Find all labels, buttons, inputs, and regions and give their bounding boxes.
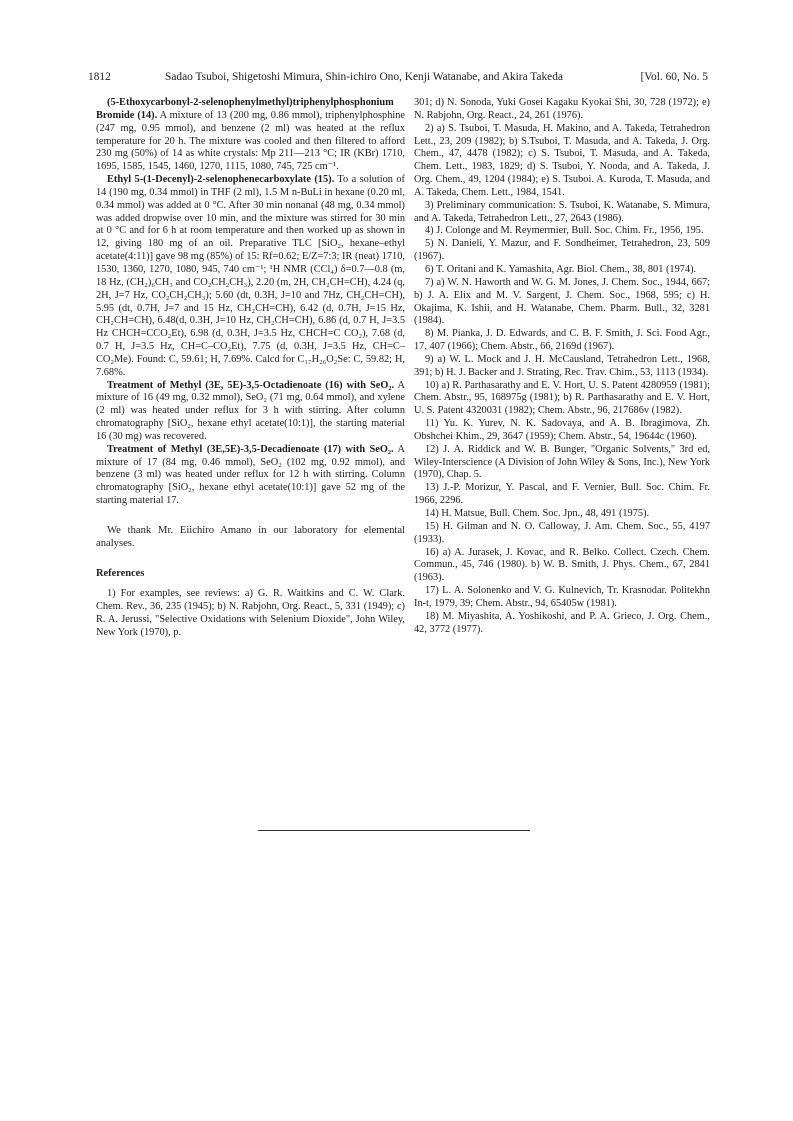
- left-column: [96, 97, 405, 640]
- procedure-14: [96, 97, 405, 174]
- procedure-14-title: (5-Ethoxycarbonyl-2-selenophenylmethyl)triphenylphosphonium Bromide (14).: [96, 97, 394, 121]
- reference-item: 3) Preliminary communication: S. Tsuboi, K. Watanabe, S. Mimura, and A. Takeda, Tetrahedron Lett., 27, 2643 (1986).: [414, 199, 710, 224]
- running-authors: Sadao Tsuboi, Shigetoshi Mimura, Shin-ichiro Ono, Kenji Watanabe, and Akira Takeda: [165, 71, 563, 83]
- reference-item: 7) a) W. N. Haworth and W. G. M. Jones, J. Chem. Soc., 1944, 667; b) J. A. Elix and M. V. Sargent, J. Chem. Soc., 1968, 595; c) H. Okajima, K. Ishii, and H. Watanabe, Chem. Pharm. Bull., 32, 3281 (1984).: [414, 276, 710, 327]
- procedure-16: [96, 380, 405, 444]
- page-number: 1812: [88, 71, 111, 83]
- procedure-16-body: A mixture of 16 (49 mg, 0.32 mmol), SeO₂ (71 mg, 0.64 mmol), and xylene (2 ml) was heated under reflux for 3 h with stirring. After column chromatography [SiO₂, hexane ethyl acetate(10:1)], the starting material 16 (30 mg) was recovered.: [96, 379, 406, 442]
- reference-item: 12) J. A. Riddick and W. B. Bunger, "Organic Solvents," 3rd ed, Wiley-Interscience (A Division of John Wiley & Sons, Inc.), New York (1970), Chap. 5.: [414, 443, 710, 481]
- procedure-14-body: A mixture of 13 (200 mg, 0.86 mmol), triphenylphosphine (247 mg, 0.95 mmol), and benzene (2 ml) was heated at the reflux temperature for 20 h. The mixture was cooled and then filtered to afford 230 mg (50%) of 14 as white crystals: Mp 211—213 °C; IR (KBr) 1710, 1695, 1585, 1545, 1460, 1270, 1115, 1080, 745, 725 cm⁻¹.: [96, 109, 406, 173]
- reference-item: 10) a) R. Parthasarathy and E. V. Hort, U. S. Patent 4280959 (1981); Chem. Abstr., 95, 168975g (1981); b) R. Parthasarathy and E. V. Hort, U. S. Patent 4320031 (1982); Chem. Abstr., 96, 217686v (1982).: [414, 379, 710, 417]
- reference-item: 4) J. Colonge and M. Reymermier, Bull. Soc. Chim. Fr., 1956, 195.: [425, 225, 704, 237]
- references-heading: References: [96, 568, 145, 580]
- procedure-15-body: To a solution of 14 (190 mg, 0.34 mmol) in THF (2 ml), 1.5 M n-BuLi in hexane (0.20 ml, 0.34 mmol) was added at 0 °C. After 30 min nonanal (48 mg, 0.34 mmol) was added dropwise over 10 min, and the mixture was stirred for 30 min at 0 °C and for 6 h at room temperature and then worked up as shown in 12, giving 180 mg of an oil. Preparative TLC [SiO₂, hexane–ethyl acetate(4:11)] gave 98 mg (85%) of 15: Rf=0.62; E/Z=7:3; IR (neat) 1710, 1530, 1360, 1270, 1080, 945, 740 cm⁻¹; ¹H NMR (CCl₄) δ=0.7—0.8 (m, 18 Hz, (CH₂)₆CH₃ and CO₂CH₂CH₃), 2.20 (m, 2H, CH₂CH=CH), 4.24 (q, 2H, J=7 Hz, CO₂CH₂CH₃); 5.60 (dt, 0.3H, J=10 and 7Hz, CH₂CH=CH), 5.95 (dt, 0.7H, J=7 and 15 Hz, CH₂CH=CH), 6.42 (d, 0.7H, J=15 Hz, CH₂CH=CH), 6.48(d, 0.3H, J=10 Hz, CH₂CH=CH), 6.86 (d, 0.7 H, J=3.5 Hz CHCH=CCO₂Et), 6.98 (d, 0.3H, J=3.5 Hz, CHCH=C CO₂), 7.68 (d, 0.7 H, J=3.5 Hz, CH=C–CO₂Et), 7.75 (d, 0.3H, J=3.5 Hz, CH=C–CO₂Me). Found: C, 59.61; H, 7.69%. Calcd for C₁₇H₂₆O₂Se: C, 59.82; H, 7.68%.: [96, 174, 405, 378]
- reference-item: 15) H. Gilman and N. O. Calloway, J. Am. Chem. Soc., 55, 4197 (1933).: [414, 520, 710, 545]
- reference-item: 2) a) S. Tsuboi, T. Masuda, H. Makino, and A. Takeda, Tetrahedron Lett., 23, 209 (1982); b) S.Tsuboi, T. Masuda, and A. Takeda, J. Org. Chem., 47, 4478 (1982); c) S. Tsuboi, T. Masuda, and A. Takeda, Chem. Lett., 1983, 1829; d) S. Tsuboi, Y. Nooda, and A. Takeda, J. Org. Chem., 49, 1204 (1984); e) S. Tsuboi. A. Kuroda, T. Masuda, and A. Takeda, Chem. Lett., 1984, 1541.: [414, 122, 710, 198]
- reference-item: 9) a) W. L. Mock and J. H. McCausland, Tetrahedron Lett., 1968, 391; b) H. J. Backer and J. Strating, Rec. Trav. Chim., 53, 1113 (1934).: [414, 353, 710, 378]
- reference-item: 11) Yu. K. Yurev, N. K. Sadovaya, and A. B. Ibragimova, Zh. Obshchei Khim., 29, 3647 (1959); Chem. Abstr., 54, 19644c (1960).: [414, 418, 710, 442]
- reference-item: 5) N. Danieli, Y. Mazur, and F. Sondheimer, Tetrahedron, 23, 509 (1967).: [414, 238, 710, 263]
- reference-item: 6) T. Oritani and K. Yamashita, Agr. Biol. Chem., 38, 801 (1974).: [425, 263, 697, 275]
- running-header: [88, 71, 708, 87]
- right-column: [414, 97, 710, 636]
- procedure-17-title: Treatment of Methyl (3E,5E)-3,5-Decadienoate (17) with SeO₂.: [107, 443, 394, 455]
- reference-item: 14) H. Matsue, Bull. Chem. Soc. Jpn., 48, 491 (1975).: [425, 508, 650, 519]
- volume-issue: [Vol. 60, No. 5: [640, 71, 708, 83]
- reference-item: 1) For examples, see reviews: a) G. R. Waitkins and C. W. Clark. Chem. Rev., 36, 235 (1945); b) N. Rabjohn, Org. React., 5, 331 (1949); c) R. A. Jerussi, "Selective Oxidations with Selenium Dioxide", John Wiley, New York (1970), p.: [96, 588, 405, 638]
- reference-item: 8) M. Pianka, J. D. Edwards, and C. B. F. Smith, J. Sci. Food Agr., 17, 407 (1966); Chem. Abstr., 66, 2169d (1967).: [414, 328, 710, 353]
- reference-item: 13) J.-P. Morizur, Y. Pascal, and F. Vernier, Bull. Soc. Chim. Fr. 1966, 2296.: [414, 482, 710, 507]
- reference-item-continued: 301; d) N. Sonoda, Yuki Gosei Kagaku Kyokai Shi, 30, 728 (1972); e) N. Rabjohn, Org. React., 24, 261 (1976).: [414, 97, 710, 121]
- reference-item: 17) L. A. Solonenko and V. G. Kulnevich, Tr. Krasnodar. Politekhn In-t, 1979, 39; Chem. Abstr., 94, 65405w (1981).: [414, 585, 710, 609]
- procedure-16-title: Treatment of Methyl (3E, 5E)-3,5-Octadienoate (16) with SeO₂.: [107, 379, 395, 391]
- reference-item: 18) M. Miyashita, A. Yoshikoshi, and P. A. Grieco, J. Org. Chem., 42, 3772 (1977).: [414, 610, 710, 635]
- procedure-15: [96, 174, 405, 380]
- procedure-15-title: Ethyl 5-(1-Decenyl)-2-selenophenecarboxylate (15).: [107, 174, 335, 186]
- procedure-17-body: A mixture of 17 (84 mg, 0.46 mmol), SeO₂ (102 mg, 0.92 mmol), and benzene (3 ml) was heated under reflux for 12 h with stirring. Column chromatography [SiO₂, hexane ethyl acetate(10:1)] gave 52 mg of the starting material 17.: [96, 443, 406, 507]
- acknowledgment: We thank Mr. Eiichiro Amano in our laboratory for elemental analyses.: [96, 525, 405, 550]
- end-rule: [258, 830, 530, 831]
- procedure-17: [96, 444, 405, 508]
- reference-item: 16) a) A. Jurasek, J. Kovac, and R. Belko. Collect. Czech. Chem. Commun., 45, 746 (1980). b) W. B. Smith, J. Phys. Chem., 67, 2841 (1963).: [414, 546, 710, 584]
